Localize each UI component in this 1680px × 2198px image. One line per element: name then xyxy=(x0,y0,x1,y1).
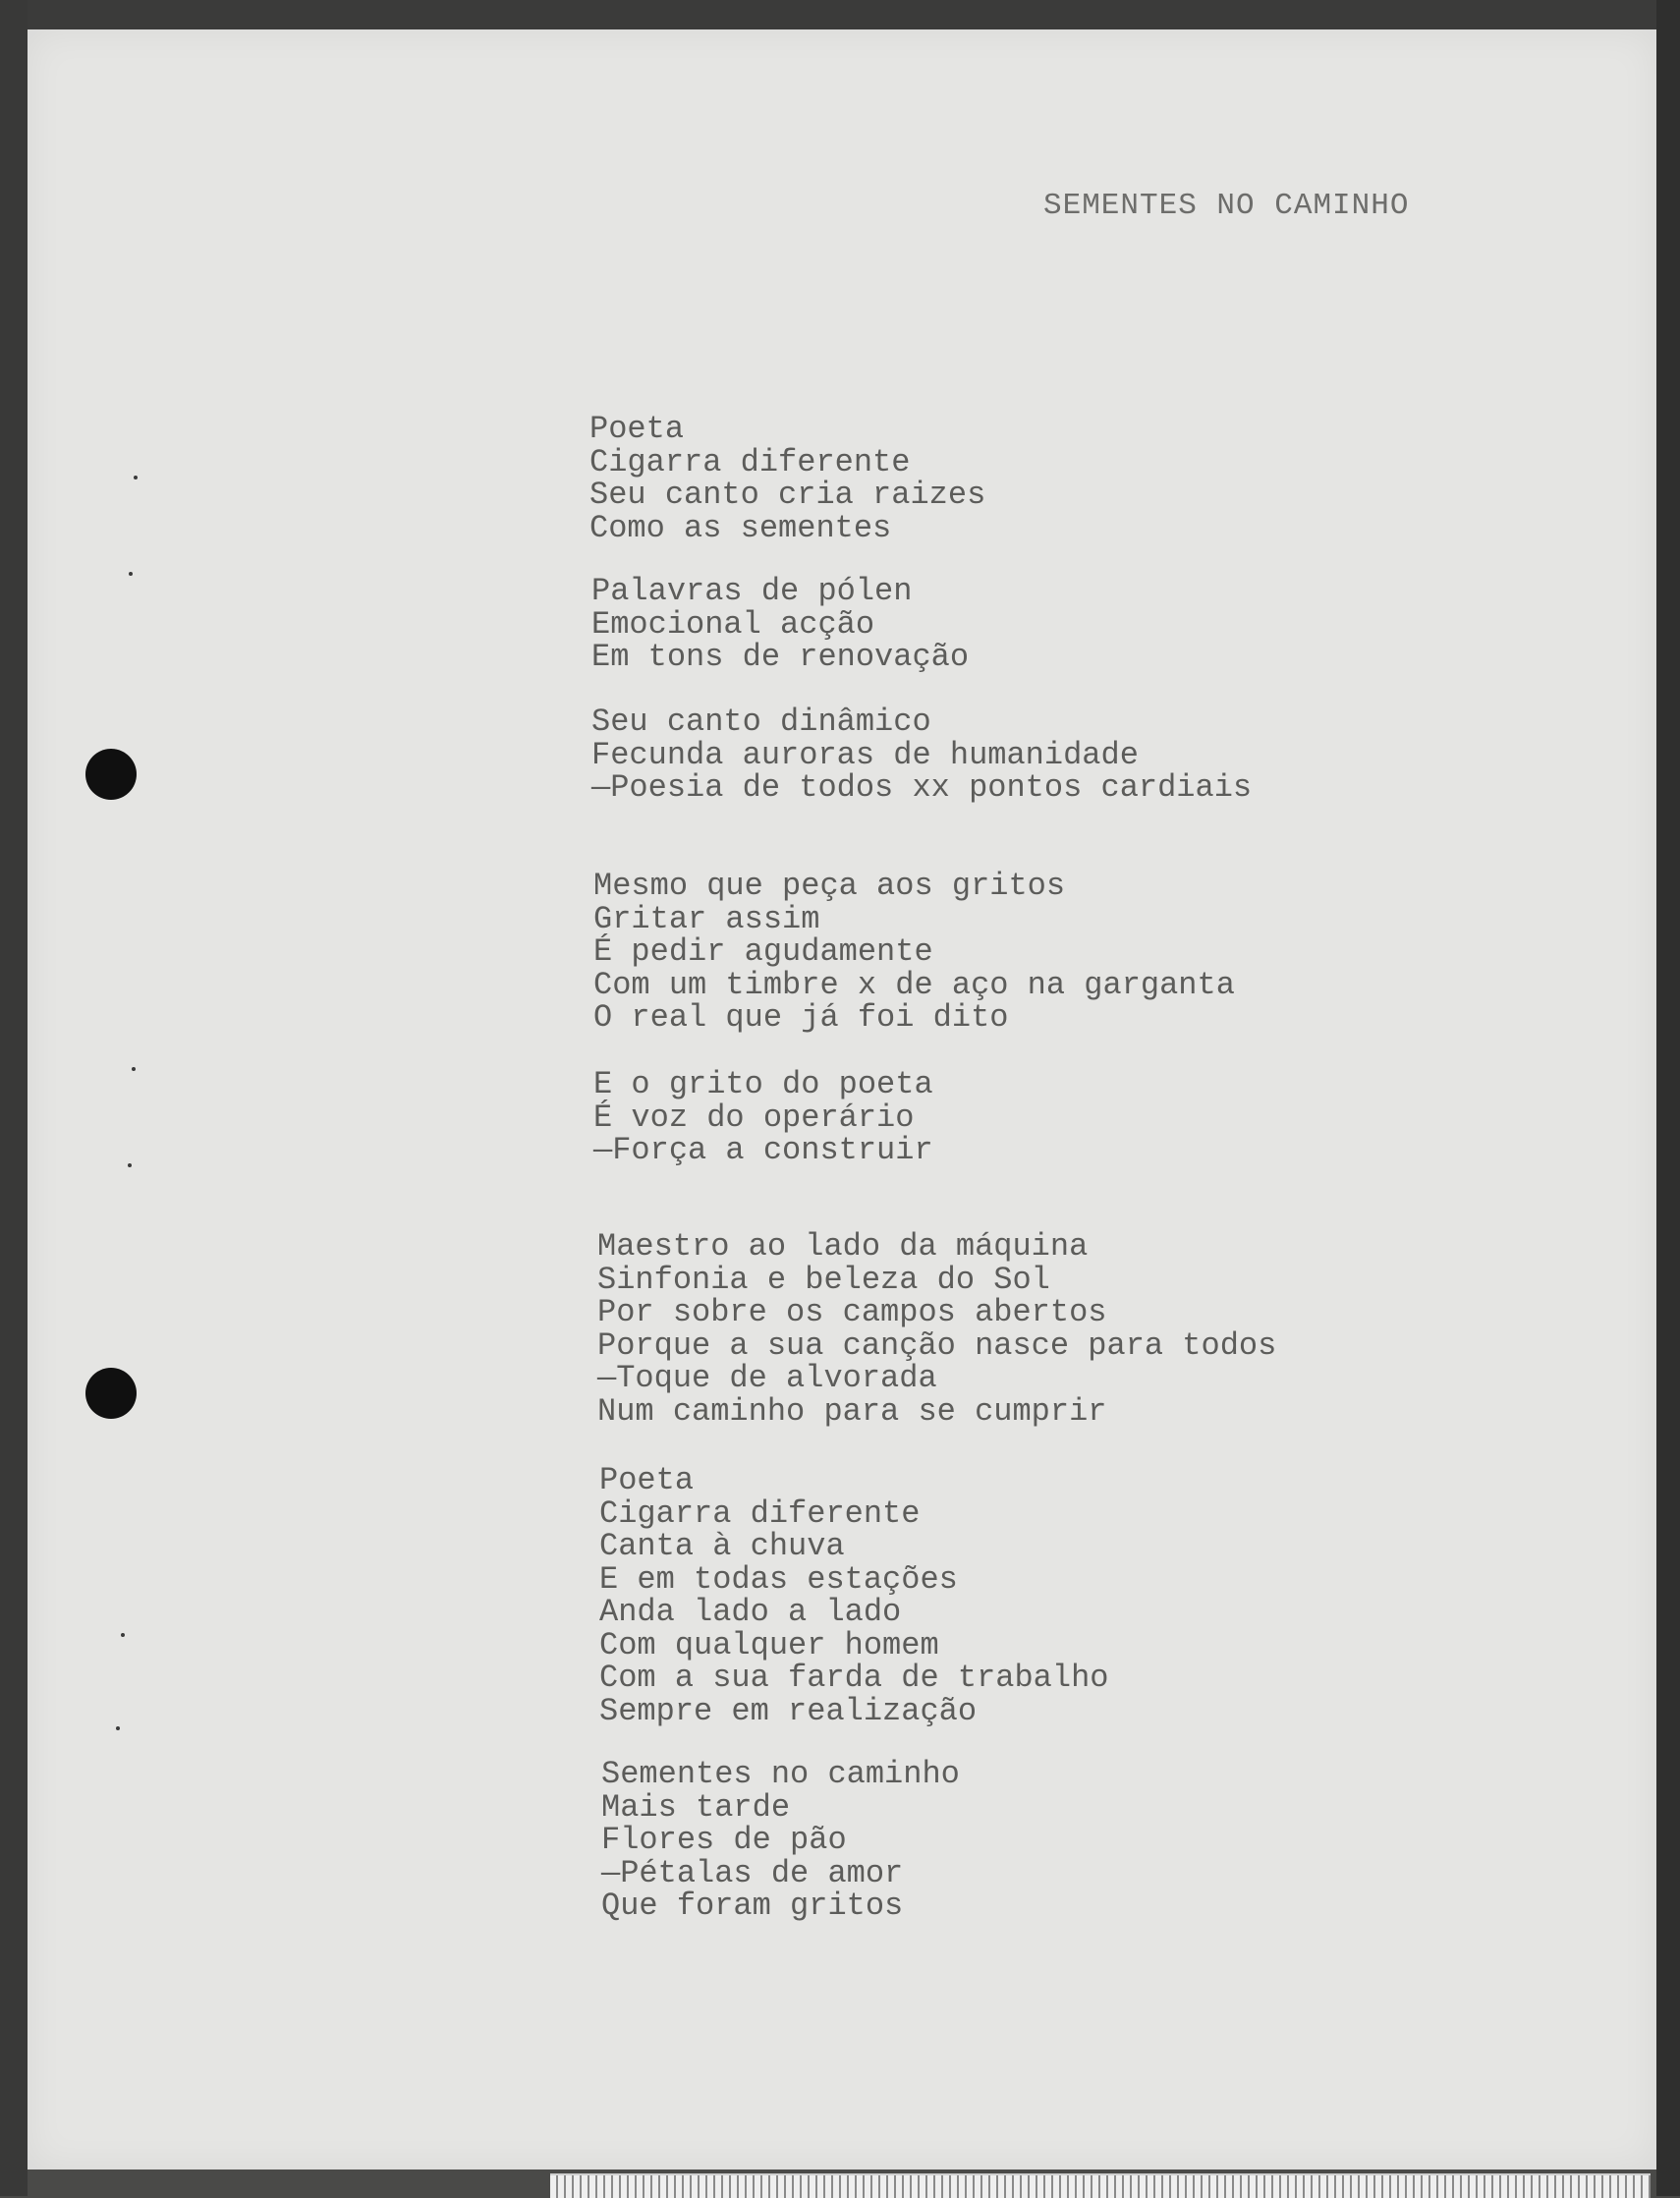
poem-line: Mais tarde xyxy=(601,1788,791,1826)
scale-ruler xyxy=(550,2173,1651,2198)
stanza-7 xyxy=(599,1464,1108,1727)
poem-line: Sementes no caminho xyxy=(601,1756,960,1792)
stanza-5 xyxy=(593,1068,933,1167)
poem-line: Sempre em realização xyxy=(599,1692,978,1729)
poem-line: Mesmo que peça aos gritos xyxy=(593,868,1066,904)
poem-title: SEMENTES NO CAMINHO xyxy=(1043,189,1410,223)
poem-line: Fecunda auroras de humanidade xyxy=(591,736,1139,773)
poem-line: Cigarra diferente xyxy=(589,443,911,480)
scan-background-right xyxy=(1656,0,1680,2196)
stanza-8 xyxy=(601,1758,960,1923)
poem-line: Como as sementes xyxy=(589,509,892,546)
paper-speck xyxy=(121,1633,125,1637)
poem-line: Palavras de pólen xyxy=(591,573,913,609)
poem-line: Cigarra diferente xyxy=(599,1494,921,1532)
poem-line: E em todas estações xyxy=(599,1560,958,1598)
stanza-2 xyxy=(591,575,969,674)
poem-line: —Pétalas de amor xyxy=(601,1854,904,1891)
poem-line: Poeta xyxy=(599,1462,695,1498)
poem-line: Emocional acção xyxy=(591,605,875,643)
poem-line: Flores de pão xyxy=(601,1822,847,1858)
poem-line: É pedir agudamente xyxy=(593,933,933,970)
poem-line: Gritar assim xyxy=(593,900,820,937)
poem-line: —Força a construir xyxy=(593,1132,933,1168)
stanza-4 xyxy=(593,870,1235,1035)
poem-line: Por sobre os campos abertos xyxy=(597,1294,1107,1330)
poem-line: Porque a sua canção nasce para todos xyxy=(597,1326,1277,1364)
poem-line: E o grito do poeta xyxy=(593,1066,933,1102)
stanza-1 xyxy=(589,413,985,544)
poem-line: É voz do operário xyxy=(593,1099,915,1136)
poem-line: Que foram gritos xyxy=(601,1888,904,1924)
paper-speck xyxy=(132,1067,136,1071)
scan-background-top xyxy=(0,0,1680,29)
paper-speck xyxy=(129,572,133,576)
poem-line: Com qualquer homem xyxy=(599,1626,939,1663)
poem-line: Num caminho para se cumprir xyxy=(597,1392,1107,1430)
poem-line: Em tons de renovação xyxy=(591,639,970,675)
poem-line: —Poesia de todos xx pontos cardiais xyxy=(591,769,1253,806)
scan-background-left xyxy=(0,0,28,2196)
paper-speck xyxy=(116,1726,120,1730)
poem-line: Poeta xyxy=(589,411,685,447)
punch-hole-lower xyxy=(85,1368,137,1419)
stanza-3 xyxy=(591,705,1252,805)
poem-line: Sinfonia e beleza do Sol xyxy=(597,1261,1050,1298)
paper-speck xyxy=(134,476,138,479)
poem-line: Com um timbre x de aço na garganta xyxy=(593,966,1235,1003)
poem-line: Anda lado a lado xyxy=(599,1594,902,1630)
poem-line: Canta à chuva xyxy=(599,1528,845,1564)
paper-speck xyxy=(128,1163,132,1167)
poem-line: Seu canto cria raizes xyxy=(589,477,986,513)
poem-line: Seu canto dinâmico xyxy=(591,704,931,740)
poem-line: O real que já foi dito xyxy=(593,999,1009,1036)
stanza-6 xyxy=(597,1230,1276,1428)
poem-line: Maestro ao lado da máquina xyxy=(597,1228,1089,1265)
punch-hole-upper xyxy=(85,749,137,800)
poem-line: —Toque de alvorada xyxy=(597,1360,937,1396)
poem-line: Com a sua farda de trabalho xyxy=(599,1660,1109,1696)
